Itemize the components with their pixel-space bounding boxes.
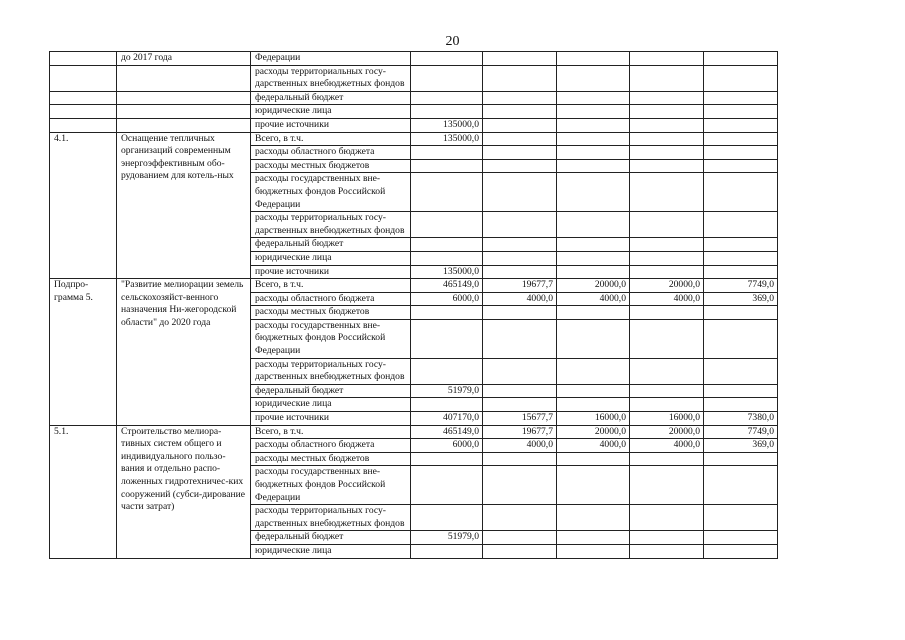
amount-cell — [704, 466, 778, 505]
amount-cell — [704, 52, 778, 66]
item-name-cell — [117, 65, 251, 91]
funding-source-cell: юридические лица — [251, 105, 411, 119]
amount-cell — [483, 452, 557, 466]
amount-cell: 465149,0 — [411, 425, 483, 439]
amount-cell — [557, 52, 630, 66]
amount-cell — [630, 91, 704, 105]
amount-cell — [557, 212, 630, 238]
funding-source-cell: юридические лица — [251, 251, 411, 265]
funding-source-cell: федеральный бюджет — [251, 238, 411, 252]
amount-cell — [557, 306, 630, 320]
amount-cell — [704, 146, 778, 160]
amount-cell — [557, 173, 630, 212]
amount-cell — [557, 531, 630, 545]
amount-cell — [411, 212, 483, 238]
amount-cell — [411, 358, 483, 384]
amount-cell — [483, 358, 557, 384]
item-name-cell — [117, 91, 251, 105]
amount-cell — [557, 159, 630, 173]
item-code-cell: 4.1. — [50, 132, 117, 279]
amount-cell — [411, 466, 483, 505]
funding-source-cell: юридические лица — [251, 544, 411, 558]
funding-source-cell: расходы территориальных госу-дарственных внебюджетных фондов — [251, 212, 411, 238]
amount-cell — [557, 466, 630, 505]
table-row — [50, 425, 853, 439]
funding-source-cell: Всего, в т.ч. — [251, 132, 411, 146]
funding-source-cell: Федерации — [251, 52, 411, 66]
amount-cell: 4000,0 — [630, 292, 704, 306]
amount-cell: 4000,0 — [483, 292, 557, 306]
amount-cell — [704, 118, 778, 132]
funding-source-cell: расходы областного бюджета — [251, 146, 411, 160]
amount-cell — [704, 132, 778, 146]
amount-cell — [630, 384, 704, 398]
funding-source-cell: прочие источники — [251, 118, 411, 132]
amount-cell — [630, 306, 704, 320]
amount-cell — [411, 306, 483, 320]
amount-cell — [411, 505, 483, 531]
funding-source-cell: федеральный бюджет — [251, 531, 411, 545]
item-name-cell: "Развитие мелиорации земель сельскохозяйст-венного назначения Ни-жегородской области" до 2020 года — [117, 279, 251, 426]
funding-source-cell: расходы местных бюджетов — [251, 306, 411, 320]
funding-source-cell: расходы территориальных госу-дарственных внебюджетных фондов — [251, 505, 411, 531]
amount-cell — [704, 384, 778, 398]
amount-cell — [483, 238, 557, 252]
funding-source-cell: расходы областного бюджета — [251, 439, 411, 453]
amount-cell: 19677,7 — [483, 279, 557, 293]
amount-cell — [557, 358, 630, 384]
table-row — [50, 105, 853, 119]
amount-cell — [630, 238, 704, 252]
amount-cell: 369,0 — [704, 439, 778, 453]
funding-source-cell: расходы территориальных госу-дарственных внебюджетных фондов — [251, 358, 411, 384]
funding-source-cell: юридические лица — [251, 398, 411, 412]
amount-cell — [630, 118, 704, 132]
amount-cell — [704, 319, 778, 358]
amount-cell — [483, 398, 557, 412]
amount-cell: 6000,0 — [411, 292, 483, 306]
amount-cell: 465149,0 — [411, 279, 483, 293]
amount-cell: 51979,0 — [411, 531, 483, 545]
amount-cell — [704, 238, 778, 252]
amount-cell — [483, 212, 557, 238]
amount-cell: 4000,0 — [630, 439, 704, 453]
table-row — [50, 52, 853, 66]
amount-cell — [630, 173, 704, 212]
amount-cell: 20000,0 — [630, 425, 704, 439]
amount-cell — [411, 159, 483, 173]
amount-cell — [704, 358, 778, 384]
funding-source-cell: расходы территориальных госу-дарственных внебюджетных фондов — [251, 65, 411, 91]
amount-cell: 20000,0 — [630, 279, 704, 293]
item-name-cell: Оснащение тепличных организаций современным энергоэффективным обо-рудованием для котель-ных — [117, 132, 251, 279]
budget-table — [49, 51, 853, 559]
amount-cell — [557, 319, 630, 358]
item-name-cell — [117, 118, 251, 132]
amount-cell — [557, 265, 630, 279]
amount-cell — [411, 52, 483, 66]
amount-cell — [411, 544, 483, 558]
amount-cell: 19677,7 — [483, 425, 557, 439]
item-code-cell — [50, 52, 117, 66]
amount-cell — [704, 306, 778, 320]
amount-cell: 16000,0 — [557, 412, 630, 426]
amount-cell: 407170,0 — [411, 412, 483, 426]
amount-cell — [557, 251, 630, 265]
amount-cell: 369,0 — [704, 292, 778, 306]
amount-cell — [630, 132, 704, 146]
amount-cell — [483, 65, 557, 91]
amount-cell — [704, 91, 778, 105]
amount-cell — [704, 531, 778, 545]
item-code-cell: Подпро-грамма 5. — [50, 279, 117, 426]
amount-cell — [630, 544, 704, 558]
table-row — [50, 132, 853, 146]
amount-cell: 7749,0 — [704, 425, 778, 439]
amount-cell — [483, 105, 557, 119]
table-row — [50, 65, 853, 91]
item-name-cell: Строительство мелиора-тивных систем общего и индивидуального пользо-вания и отдельно распо-ложенных гидротехничес-ких сооружений (субси-дирование части затрат) — [117, 425, 251, 558]
amount-cell — [630, 505, 704, 531]
amount-cell — [630, 466, 704, 505]
amount-cell — [557, 544, 630, 558]
amount-cell — [483, 531, 557, 545]
funding-source-cell: Всего, в т.ч. — [251, 425, 411, 439]
amount-cell — [483, 118, 557, 132]
item-code-cell: 5.1. — [50, 425, 117, 558]
amount-cell — [483, 251, 557, 265]
page-number: 20 — [445, 34, 460, 49]
funding-source-cell: федеральный бюджет — [251, 384, 411, 398]
amount-cell — [411, 65, 483, 91]
table-row — [50, 91, 853, 105]
amount-cell — [630, 212, 704, 238]
funding-source-cell: расходы государственных вне-бюджетных фондов Российской Федерации — [251, 173, 411, 212]
amount-cell — [483, 319, 557, 358]
funding-source-cell: федеральный бюджет — [251, 91, 411, 105]
item-code-cell — [50, 65, 117, 91]
amount-cell — [630, 105, 704, 119]
amount-cell — [411, 398, 483, 412]
amount-cell: 135000,0 — [411, 265, 483, 279]
amount-cell — [483, 91, 557, 105]
amount-cell: 16000,0 — [630, 412, 704, 426]
amount-cell — [483, 265, 557, 279]
amount-cell — [411, 146, 483, 160]
item-code-cell — [50, 118, 117, 132]
funding-source-cell: прочие источники — [251, 412, 411, 426]
amount-cell — [630, 159, 704, 173]
amount-cell — [630, 398, 704, 412]
funding-source-cell: расходы государственных вне-бюджетных фондов Российской Федерации — [251, 466, 411, 505]
amount-cell: 4000,0 — [557, 292, 630, 306]
amount-cell — [630, 251, 704, 265]
amount-cell: 135000,0 — [411, 118, 483, 132]
amount-cell — [557, 118, 630, 132]
amount-cell — [483, 384, 557, 398]
amount-cell: 15677,7 — [483, 412, 557, 426]
amount-cell — [411, 319, 483, 358]
amount-cell: 7749,0 — [704, 279, 778, 293]
amount-cell — [630, 52, 704, 66]
amount-cell — [557, 384, 630, 398]
amount-cell — [557, 398, 630, 412]
amount-cell: 4000,0 — [483, 439, 557, 453]
amount-cell: 51979,0 — [411, 384, 483, 398]
amount-cell: 7380,0 — [704, 412, 778, 426]
table-row — [50, 118, 853, 132]
funding-source-cell: расходы местных бюджетов — [251, 159, 411, 173]
amount-cell — [704, 212, 778, 238]
funding-source-cell: расходы местных бюджетов — [251, 452, 411, 466]
amount-cell: 135000,0 — [411, 132, 483, 146]
amount-cell — [704, 105, 778, 119]
item-name-cell — [117, 105, 251, 119]
funding-source-cell: расходы областного бюджета — [251, 292, 411, 306]
amount-cell — [411, 251, 483, 265]
amount-cell — [704, 159, 778, 173]
amount-cell: 20000,0 — [557, 279, 630, 293]
amount-cell: 4000,0 — [557, 439, 630, 453]
amount-cell — [483, 466, 557, 505]
amount-cell — [483, 146, 557, 160]
funding-source-cell: расходы государственных вне-бюджетных фондов Российской Федерации — [251, 319, 411, 358]
amount-cell — [483, 306, 557, 320]
amount-cell — [704, 452, 778, 466]
funding-source-cell: Всего, в т.ч. — [251, 279, 411, 293]
amount-cell: 6000,0 — [411, 439, 483, 453]
amount-cell — [630, 531, 704, 545]
amount-cell — [411, 173, 483, 212]
amount-cell — [630, 265, 704, 279]
amount-cell — [630, 452, 704, 466]
amount-cell — [557, 505, 630, 531]
amount-cell — [557, 452, 630, 466]
amount-cell — [557, 65, 630, 91]
amount-cell: 20000,0 — [557, 425, 630, 439]
amount-cell — [483, 132, 557, 146]
amount-cell — [704, 505, 778, 531]
amount-cell — [704, 251, 778, 265]
amount-cell — [557, 91, 630, 105]
amount-cell — [704, 173, 778, 212]
amount-cell — [411, 452, 483, 466]
amount-cell — [630, 358, 704, 384]
amount-cell — [557, 238, 630, 252]
amount-cell — [483, 505, 557, 531]
item-name-cell: до 2017 года — [117, 52, 251, 66]
amount-cell — [483, 544, 557, 558]
amount-cell — [557, 105, 630, 119]
amount-cell — [704, 544, 778, 558]
amount-cell — [483, 159, 557, 173]
amount-cell — [483, 52, 557, 66]
amount-cell — [630, 319, 704, 358]
table-row — [50, 279, 853, 293]
item-code-cell — [50, 91, 117, 105]
amount-cell — [630, 65, 704, 91]
amount-cell — [411, 238, 483, 252]
amount-cell — [411, 91, 483, 105]
amount-cell — [704, 265, 778, 279]
amount-cell — [630, 146, 704, 160]
amount-cell — [704, 65, 778, 91]
amount-cell — [704, 398, 778, 412]
amount-cell — [557, 132, 630, 146]
item-code-cell — [50, 105, 117, 119]
funding-source-cell: прочие источники — [251, 265, 411, 279]
amount-cell — [411, 105, 483, 119]
amount-cell — [557, 146, 630, 160]
amount-cell — [483, 173, 557, 212]
